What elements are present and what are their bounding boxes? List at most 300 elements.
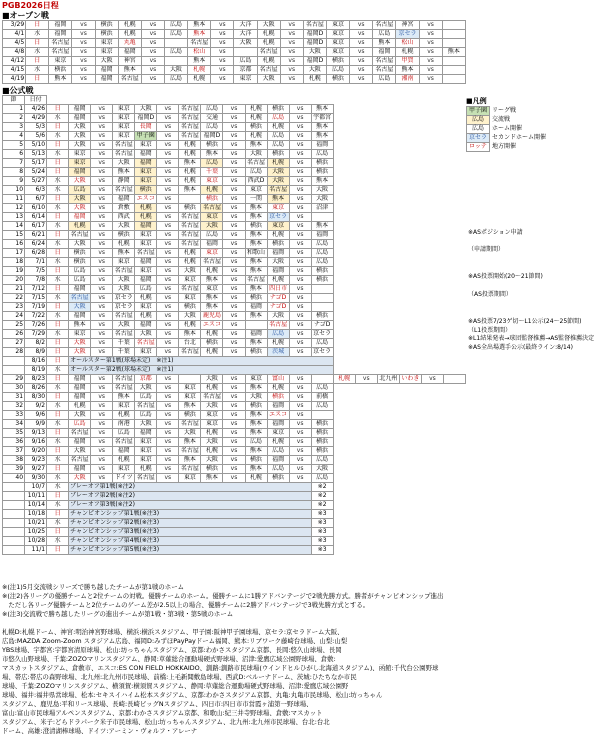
home-team: 大阪	[69, 411, 91, 420]
home-team: 札幌	[69, 222, 91, 231]
vs-label: vs	[91, 456, 113, 465]
game-weekday: 日	[47, 123, 69, 132]
vs-label: vs	[223, 474, 245, 483]
away-team: 札幌	[179, 321, 201, 330]
home-team: 京都	[135, 375, 157, 384]
postseason-label: プレーオフ第1戦(※注2)	[69, 483, 312, 492]
home-team: 広島	[267, 465, 289, 474]
home-team: 横浜	[69, 258, 91, 267]
away-team: 大阪	[113, 276, 135, 285]
game-weekday: 水	[47, 456, 69, 465]
home-team: 東京	[135, 267, 157, 276]
home-team: 名古屋	[267, 186, 289, 195]
away-team: 大阪	[179, 267, 201, 276]
away-team: 広島	[373, 75, 396, 84]
vs-label: vs	[350, 57, 373, 66]
away-team: 静岡	[113, 177, 135, 186]
game-weekday: 日	[47, 510, 69, 519]
vs-label: vs	[91, 177, 113, 186]
away-team: 熊本	[245, 240, 267, 249]
vs-label: vs	[72, 30, 95, 39]
home-team: 大阪	[69, 447, 91, 456]
game-date: 6/10	[25, 204, 47, 213]
home-team: 東京	[135, 240, 157, 249]
vs-label: vs	[289, 150, 311, 159]
away-team: 名古屋	[113, 267, 135, 276]
away-team: 広島	[234, 57, 257, 66]
home-team: 交通	[201, 114, 223, 123]
away-team: 大阪	[311, 186, 333, 195]
game-date: 9/20	[25, 447, 47, 456]
home-team: 大阪	[267, 258, 289, 267]
home-team: 東京	[201, 213, 223, 222]
round-number: 26	[3, 330, 25, 339]
away-team: 北九州	[377, 375, 399, 384]
home-team: 富山	[267, 375, 289, 384]
away-team: 名古屋	[179, 420, 201, 429]
home-team: 横浜	[267, 240, 289, 249]
header-row	[3, 96, 466, 105]
postseason-note: ※3	[311, 519, 333, 528]
away-team	[442, 21, 465, 30]
allstar-label: オールスター第2戦(球場未定) ※注1)	[69, 366, 334, 375]
away-team: 熊本	[245, 447, 267, 456]
game-weekday: 水	[47, 150, 69, 159]
home-team: 札幌	[257, 30, 280, 39]
table-row	[3, 402, 466, 411]
away-team: 福岡	[95, 75, 118, 84]
home-team: 名古屋	[69, 231, 91, 240]
home-team: 福岡	[69, 438, 91, 447]
home-team: 福岡	[69, 393, 91, 402]
home-team: 札幌	[201, 447, 223, 456]
game-date: 5/3	[25, 123, 47, 132]
home-team: 横浜	[201, 339, 223, 348]
away-team: 熊本	[442, 48, 465, 57]
away-team: 大阪	[311, 195, 333, 204]
postseason-row	[3, 510, 466, 519]
away-team: 大阪	[113, 159, 135, 168]
away-team: 宇都宮	[311, 114, 333, 123]
vs-label: vs	[91, 222, 113, 231]
vs-label: vs	[157, 312, 179, 321]
home-team: 甲賀	[396, 57, 419, 66]
game-date: 8/30	[25, 393, 47, 402]
away-team: 横浜	[311, 276, 333, 285]
vs-label: vs	[223, 141, 245, 150]
vs-label: vs	[289, 330, 311, 339]
away-team: 西武D	[245, 177, 267, 186]
vs-label: vs	[223, 105, 245, 114]
vs-label: vs	[289, 249, 311, 258]
home-team: 東京	[69, 330, 91, 339]
round-number	[3, 366, 25, 375]
away-team: 和歌山	[245, 249, 267, 258]
footnote-line: スタジアム、米子:どらドラパーク米子市民球場、松山:坊っちゃんスタジアム、北九州:北九州市民球場、台北:台北	[2, 718, 330, 726]
vs-label: vs	[280, 30, 303, 39]
footnote-line: ※(注2)各リーグの優勝チームと2位チームの対戦。優勝チームのホーム。優勝チームに1勝アドバンテージで2戦先勝方式。勝者がチャンピオンシップ進出	[2, 592, 444, 600]
vs-label: vs	[280, 66, 303, 75]
away-team: 広島	[164, 48, 187, 57]
footnote-line: 市悠久山野球場、千葉:ZOZOマリンスタジアム、静岡:草薙総合運動場硬式野球場、沼津:愛鷹広域公園野球場、倉敷:	[2, 655, 336, 663]
vs-label: vs	[141, 30, 164, 39]
vs-label: vs	[157, 240, 179, 249]
game-weekday: 水	[47, 240, 69, 249]
home-team: 広島	[135, 285, 157, 294]
round-number: 15	[3, 231, 25, 240]
game-date: 6/3	[25, 186, 47, 195]
vs-label: vs	[289, 348, 311, 357]
table-row	[3, 114, 466, 123]
vs-label: vs	[211, 48, 234, 57]
away-team: 熊本	[113, 249, 135, 258]
home-team: 広島	[69, 276, 91, 285]
away-team: 熊本	[245, 285, 267, 294]
home-team: 福岡	[201, 240, 223, 249]
game-weekday: 水	[47, 222, 69, 231]
home-team: 熊本	[201, 294, 223, 303]
away-team: 前橋	[311, 393, 333, 402]
vs-label: vs	[91, 375, 113, 384]
game-date: 6/24	[25, 240, 47, 249]
home-team: 札幌	[135, 312, 157, 321]
home-team: 東京	[201, 249, 223, 258]
away-team: 名古屋	[179, 240, 201, 249]
table-row	[3, 294, 466, 303]
vs-label: vs	[157, 402, 179, 411]
away-team: 札幌	[113, 456, 135, 465]
away-team: 大阪	[245, 150, 267, 159]
home-team: 横浜	[69, 249, 91, 258]
table-row	[3, 420, 466, 429]
away-team: 熊本	[311, 222, 333, 231]
round-number: 29	[3, 375, 25, 384]
vs-label: vs	[157, 303, 179, 312]
vs-label: vs	[91, 411, 113, 420]
away-team: 福岡	[311, 141, 333, 150]
home-team: 札幌	[118, 21, 141, 30]
round-number: 19	[3, 267, 25, 276]
away-team: 札幌	[245, 474, 267, 483]
vs-label: vs	[223, 285, 245, 294]
game-weekday: 水	[47, 177, 69, 186]
vs-label: vs	[223, 375, 245, 384]
home-team: 札幌	[135, 204, 157, 213]
table-row	[3, 168, 466, 177]
home-team: 広島	[267, 141, 289, 150]
table-row	[3, 204, 466, 213]
home-team: 札幌	[201, 267, 223, 276]
game-date: 5/17	[25, 159, 47, 168]
vs-label: vs	[91, 231, 113, 240]
home-team: 大阪	[267, 168, 289, 177]
away-team: 横浜	[311, 438, 333, 447]
vs-label: vs	[91, 285, 113, 294]
vs-label: vs	[223, 438, 245, 447]
round-number: 38	[3, 456, 25, 465]
game-date: 7/19	[25, 303, 47, 312]
round-number: 24	[3, 312, 25, 321]
home-team: 福岡	[69, 213, 91, 222]
away-team: 東京	[245, 375, 267, 384]
vs-label: vs	[211, 66, 234, 75]
vs-label: vs	[223, 177, 245, 186]
vs-label: vs	[289, 123, 311, 132]
vs-label: vs	[157, 420, 179, 429]
home-team: 福岡	[267, 267, 289, 276]
vs-label: vs	[72, 48, 95, 57]
legend-label: ホーム開催	[492, 125, 523, 132]
home-team: 広島	[267, 330, 289, 339]
round-number: 30	[3, 384, 25, 393]
game-weekday: 日	[47, 195, 69, 204]
away-team: 東京	[179, 384, 201, 393]
vs-label: vs	[223, 429, 245, 438]
regular-games-table	[2, 95, 466, 555]
vs-label: vs	[91, 330, 113, 339]
postseason-label: プレーオフ第2戦(※注2)	[69, 492, 312, 501]
table-row	[3, 258, 466, 267]
vs-label: vs	[91, 348, 113, 357]
game-date: 5/13	[25, 150, 47, 159]
vs-label: vs	[157, 132, 179, 141]
away-team: 名古屋	[179, 231, 201, 240]
vs-label: vs	[223, 312, 245, 321]
away-team: 横浜	[245, 123, 267, 132]
table-row	[3, 66, 466, 75]
home-team: 横浜	[201, 195, 223, 204]
legend-swatch: 甲子園	[466, 106, 490, 116]
home-team: 名古屋	[49, 48, 72, 57]
game-date: 4/12	[3, 57, 26, 66]
home-team: 松山	[188, 48, 211, 57]
table-row	[3, 429, 466, 438]
home-team: 広島	[201, 159, 223, 168]
away-team: 札幌	[245, 132, 267, 141]
game-date: 8/19	[25, 366, 47, 375]
home-team: 横浜	[267, 474, 289, 483]
vs-label: vs	[223, 168, 245, 177]
vs-label: vs	[223, 420, 245, 429]
home-team: 東京	[135, 231, 157, 240]
round-number: 25	[3, 321, 25, 330]
vs-label: vs	[289, 312, 311, 321]
home-team: 湘南	[396, 75, 419, 84]
home-team: 大阪	[69, 177, 91, 186]
away-team: 熊本	[245, 429, 267, 438]
table-row	[3, 393, 466, 402]
away-team: 熊本	[113, 393, 135, 402]
home-team: 福岡	[135, 258, 157, 267]
home-team: 札幌	[267, 231, 289, 240]
postseason-row	[3, 483, 466, 492]
away-team	[234, 48, 257, 57]
round-number: 31	[3, 393, 25, 402]
home-team: 札幌	[267, 159, 289, 168]
home-team: 札幌	[201, 330, 223, 339]
home-team: 福岡	[69, 312, 91, 321]
game-date: 8/9	[25, 348, 47, 357]
home-team: 名古屋	[69, 429, 91, 438]
table-row	[3, 249, 466, 258]
away-team: 札幌	[303, 75, 326, 84]
away-team: 横浜	[179, 411, 201, 420]
round-number	[3, 492, 25, 501]
game-weekday: 日	[47, 159, 69, 168]
home-team: 広島	[267, 132, 289, 141]
game-weekday: 水	[47, 483, 69, 492]
postseason-row	[3, 528, 466, 537]
table-row	[3, 213, 466, 222]
vs-label: vs	[211, 75, 234, 84]
home-team: 広島	[69, 267, 91, 276]
game-weekday: 水	[47, 384, 69, 393]
away-team: 広島	[311, 240, 333, 249]
vs-label: vs	[91, 429, 113, 438]
home-team: 神宮	[396, 21, 419, 30]
away-team: 東京	[113, 132, 135, 141]
vs-label: vs	[157, 411, 179, 420]
home-team: 熊本	[201, 276, 223, 285]
vs-label: vs	[157, 276, 179, 285]
footnote-line: ※(注1)5月交流戦シリーズで勝ち越したチームが第1戦のホーム	[2, 583, 184, 591]
vs-label: vs	[91, 276, 113, 285]
away-team: 熊本	[113, 168, 135, 177]
round-number: 4	[3, 132, 25, 141]
home-team: 甲子園	[135, 132, 157, 141]
home-team: 熊本	[201, 474, 223, 483]
vs-label: vs	[289, 303, 311, 312]
home-team: 東京	[326, 21, 349, 30]
home-team: 熊本	[188, 57, 211, 66]
postseason-row	[3, 519, 466, 528]
away-team: 福岡	[113, 447, 135, 456]
postseason-row	[3, 537, 466, 546]
away-team: 熊本	[245, 258, 267, 267]
game-date: 6/14	[25, 213, 47, 222]
vs-label: vs	[289, 393, 311, 402]
home-team: 丸亀	[118, 39, 141, 48]
home-team: 東京	[49, 57, 72, 66]
away-team: 大阪	[95, 57, 118, 66]
vs-label: vs	[72, 57, 95, 66]
home-team: 名古屋	[201, 258, 223, 267]
away-team: 横浜	[95, 30, 118, 39]
round-number: 23	[3, 303, 25, 312]
vs-label: vs	[157, 474, 179, 483]
vs-label: vs	[91, 384, 113, 393]
home-team: 大阪	[69, 240, 91, 249]
game-date: 9/2	[25, 402, 47, 411]
home-team: 札幌	[188, 66, 211, 75]
vs-label: vs	[223, 276, 245, 285]
footnote-line: 富山:富山市民球場アルペンスタジアム、京都:わかさスタジアム京都、和歌山:紀三井寺野球場、倉敷:マスカット	[2, 709, 323, 717]
vs-label: vs	[157, 429, 179, 438]
game-weekday: 水	[47, 204, 69, 213]
away-team: 熊本	[245, 420, 267, 429]
round-number: 1	[3, 105, 25, 114]
away-team: 札幌	[113, 240, 135, 249]
vs-label: vs	[157, 258, 179, 267]
table-row	[3, 348, 466, 357]
vs-label: vs	[211, 39, 234, 48]
game-weekday: 日	[47, 465, 69, 474]
vs-label: vs	[211, 30, 234, 39]
home-team: 名古屋	[49, 39, 72, 48]
vs-label: vs	[91, 402, 113, 411]
vs-label: vs	[157, 249, 179, 258]
postseason-note: ※2	[311, 501, 333, 510]
away-team: 東京	[234, 75, 257, 84]
game-weekday: 日	[47, 285, 69, 294]
away-team: ナゴD	[311, 321, 333, 330]
regular-section-heading: ■公式戦	[2, 86, 34, 95]
home-team: 長岡	[135, 123, 157, 132]
vs-label: vs	[289, 276, 311, 285]
home-team: 東京	[201, 411, 223, 420]
away-team: 広島	[311, 249, 333, 258]
game-date: 7/12	[25, 285, 47, 294]
vs-label: vs	[289, 213, 311, 222]
vs-label: vs	[289, 258, 311, 267]
game-weekday: 日	[47, 429, 69, 438]
vs-label: vs	[289, 177, 311, 186]
away-team: 名古屋	[113, 186, 135, 195]
vs-label: vs	[157, 114, 179, 123]
vs-label: vs	[72, 66, 95, 75]
game-date: 7/5	[25, 267, 47, 276]
round-number: 9	[3, 177, 25, 186]
game-date: 5/10	[25, 141, 47, 150]
table-row	[3, 438, 466, 447]
vs-label: vs	[141, 66, 164, 75]
game-date: 10/7	[25, 483, 47, 492]
legend	[466, 97, 546, 151]
away-team: 横浜	[95, 21, 118, 30]
home-team: 熊本	[267, 195, 289, 204]
home-team: 横浜	[201, 141, 223, 150]
table-row	[3, 150, 466, 159]
game-weekday: 日	[47, 105, 69, 114]
game-weekday: 日	[47, 213, 69, 222]
vs-label: vs	[280, 39, 303, 48]
vs-label: vs	[289, 105, 311, 114]
legend-swatch: 広島	[466, 115, 490, 125]
away-team: 熊本	[311, 132, 333, 141]
game-weekday: 日	[47, 168, 69, 177]
home-team: 大阪	[135, 105, 157, 114]
vs-label: vs	[419, 57, 442, 66]
vs-label: vs	[223, 186, 245, 195]
away-team: 名古屋	[113, 312, 135, 321]
home-team: 名古屋	[135, 402, 157, 411]
footnote-line: 札幌D:札幌ドーム、神宮:明治神宮野球場、横浜:横浜スタジアム、甲子園:阪神甲子園球場、京セラ:京セラドーム大阪、	[2, 628, 344, 636]
game-weekday: 日	[47, 411, 69, 420]
game-weekday: 日	[47, 447, 69, 456]
vs-label: vs	[289, 447, 311, 456]
away-team: 名古屋	[373, 21, 396, 30]
vs-label: vs	[157, 141, 179, 150]
vs-label: vs	[223, 240, 245, 249]
postseason-label: チャンピオンシップ第1戦(※注3)	[69, 510, 312, 519]
vs-label: vs	[223, 204, 245, 213]
home-team: 札幌	[267, 438, 289, 447]
vs-label: vs	[157, 465, 179, 474]
game-date: 8/16	[25, 357, 47, 366]
home-team: 福岡	[49, 30, 72, 39]
home-team: 福岡	[69, 384, 91, 393]
home-team: 横浜	[326, 75, 349, 84]
